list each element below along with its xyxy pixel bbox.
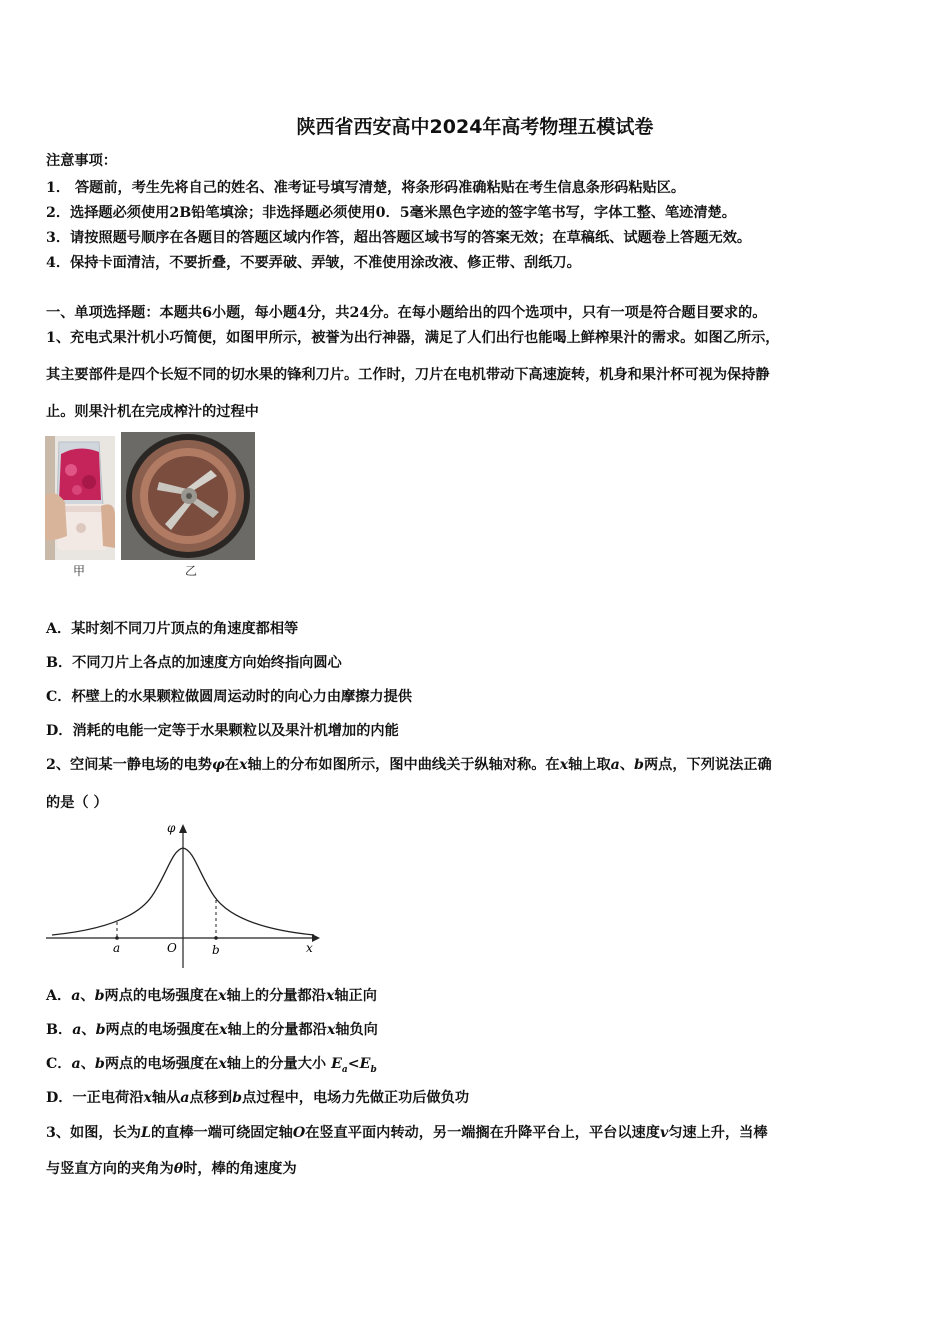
q3-stem-line1: 3、如图，长为L的直棒一端可绕固定轴O在竖直平面内转动，另一端搁在升降平台上，平台以速度v匀速上升，当棒 (46, 1125, 768, 1141)
q2-stem-line1: 2、空间某一静电场的电势φ在x轴上的分布如图所示，图中曲线关于纵轴对称。在x轴上取a、b两点，下列说法正确 (46, 757, 772, 773)
caption-yi: 乙 (185, 564, 198, 578)
origin-label: O (167, 941, 177, 955)
notice-item: 4．保持卡面清洁，不要折叠，不要弄破、弄皱，不准使用涂改液、修正带、刮纸刀。 (46, 255, 581, 271)
point-b-label: b (212, 943, 220, 957)
point-a-label: a (113, 941, 121, 955)
phi-axis-label: φ (167, 821, 176, 835)
q1-option-b: B．不同刀片上各点的加速度方向始终指向圆心 (46, 655, 342, 671)
blade-photo (121, 432, 255, 560)
q2-option-a: A．a、b两点的电场强度在x轴上的分量都沿x轴正向 (46, 988, 377, 1004)
q1-stem-line: 其主要部件是四个长短不同的切水果的锋利刀片。工作时，刀片在电机带动下高速旋转，机身和果汁杯可视为保持静 (46, 367, 770, 383)
caption-jia: 甲 (73, 564, 86, 578)
q1-stem-line: 1、充电式果汁机小巧简便，如图甲所示，被誉为出行神器，满足了人们出行也能喝上鲜榨果汁的需求。如图乙所示， (46, 330, 780, 346)
page-title: 陕西省西安高中2024年高考物理五模试卷 (296, 116, 654, 138)
x-axis-label: x (306, 941, 313, 955)
q1-option-c: C．杯壁上的水果颗粒做圆周运动时的向心力由摩擦力提供 (46, 689, 412, 705)
potential-graph (42, 818, 326, 968)
q2-option-c: C．a、b两点的电场强度在x轴上的分量大小 $E_a<E_b$ (46, 1056, 377, 1075)
q1-option-d: D．消耗的电能一定等于水果颗粒以及果汁机增加的内能 (46, 723, 399, 739)
juicer-photo (45, 436, 115, 560)
notice-item: 2．选择题必须使用2B铅笔填涂；非选择题必须使用0．5毫米黑色字迹的签字笔书写，字体工整、笔迹清楚。 (46, 205, 736, 221)
q1-option-a: A．某时刻不同刀片顶点的角速度都相等 (46, 621, 299, 637)
q2-stem-line2: 的是（ ） (46, 795, 108, 811)
notice-heading: 注意事项： (46, 153, 117, 169)
q2-option-d: D．一正电荷沿x轴从a点移到b点过程中，电场力先做正功后做负功 (46, 1090, 470, 1106)
section-heading: 一、单项选择题：本题共6小题，每小题4分，共24分。在每小题给出的四个选项中，只有一项是符合题目要求的。 (46, 305, 767, 321)
q1-stem-line: 止。则果汁机在完成榨汁的过程中 (46, 404, 259, 420)
notice-item: 1． 答题前，考生先将自己的姓名、准考证号填写清楚，将条形码准确粘贴在考生信息条形码粘贴区。 (46, 180, 686, 196)
q2-option-b: B．a、b两点的电场强度在x轴上的分量都沿x轴负向 (46, 1022, 378, 1038)
notice-item: 3．请按照题号顺序在各题目的答题区域内作答，超出答题区域书写的答案无效；在草稿纸、试题卷上答题无效。 (46, 230, 752, 246)
q3-stem-line2: 与竖直方向的夹角为θ时，棒的角速度为 (46, 1161, 297, 1177)
